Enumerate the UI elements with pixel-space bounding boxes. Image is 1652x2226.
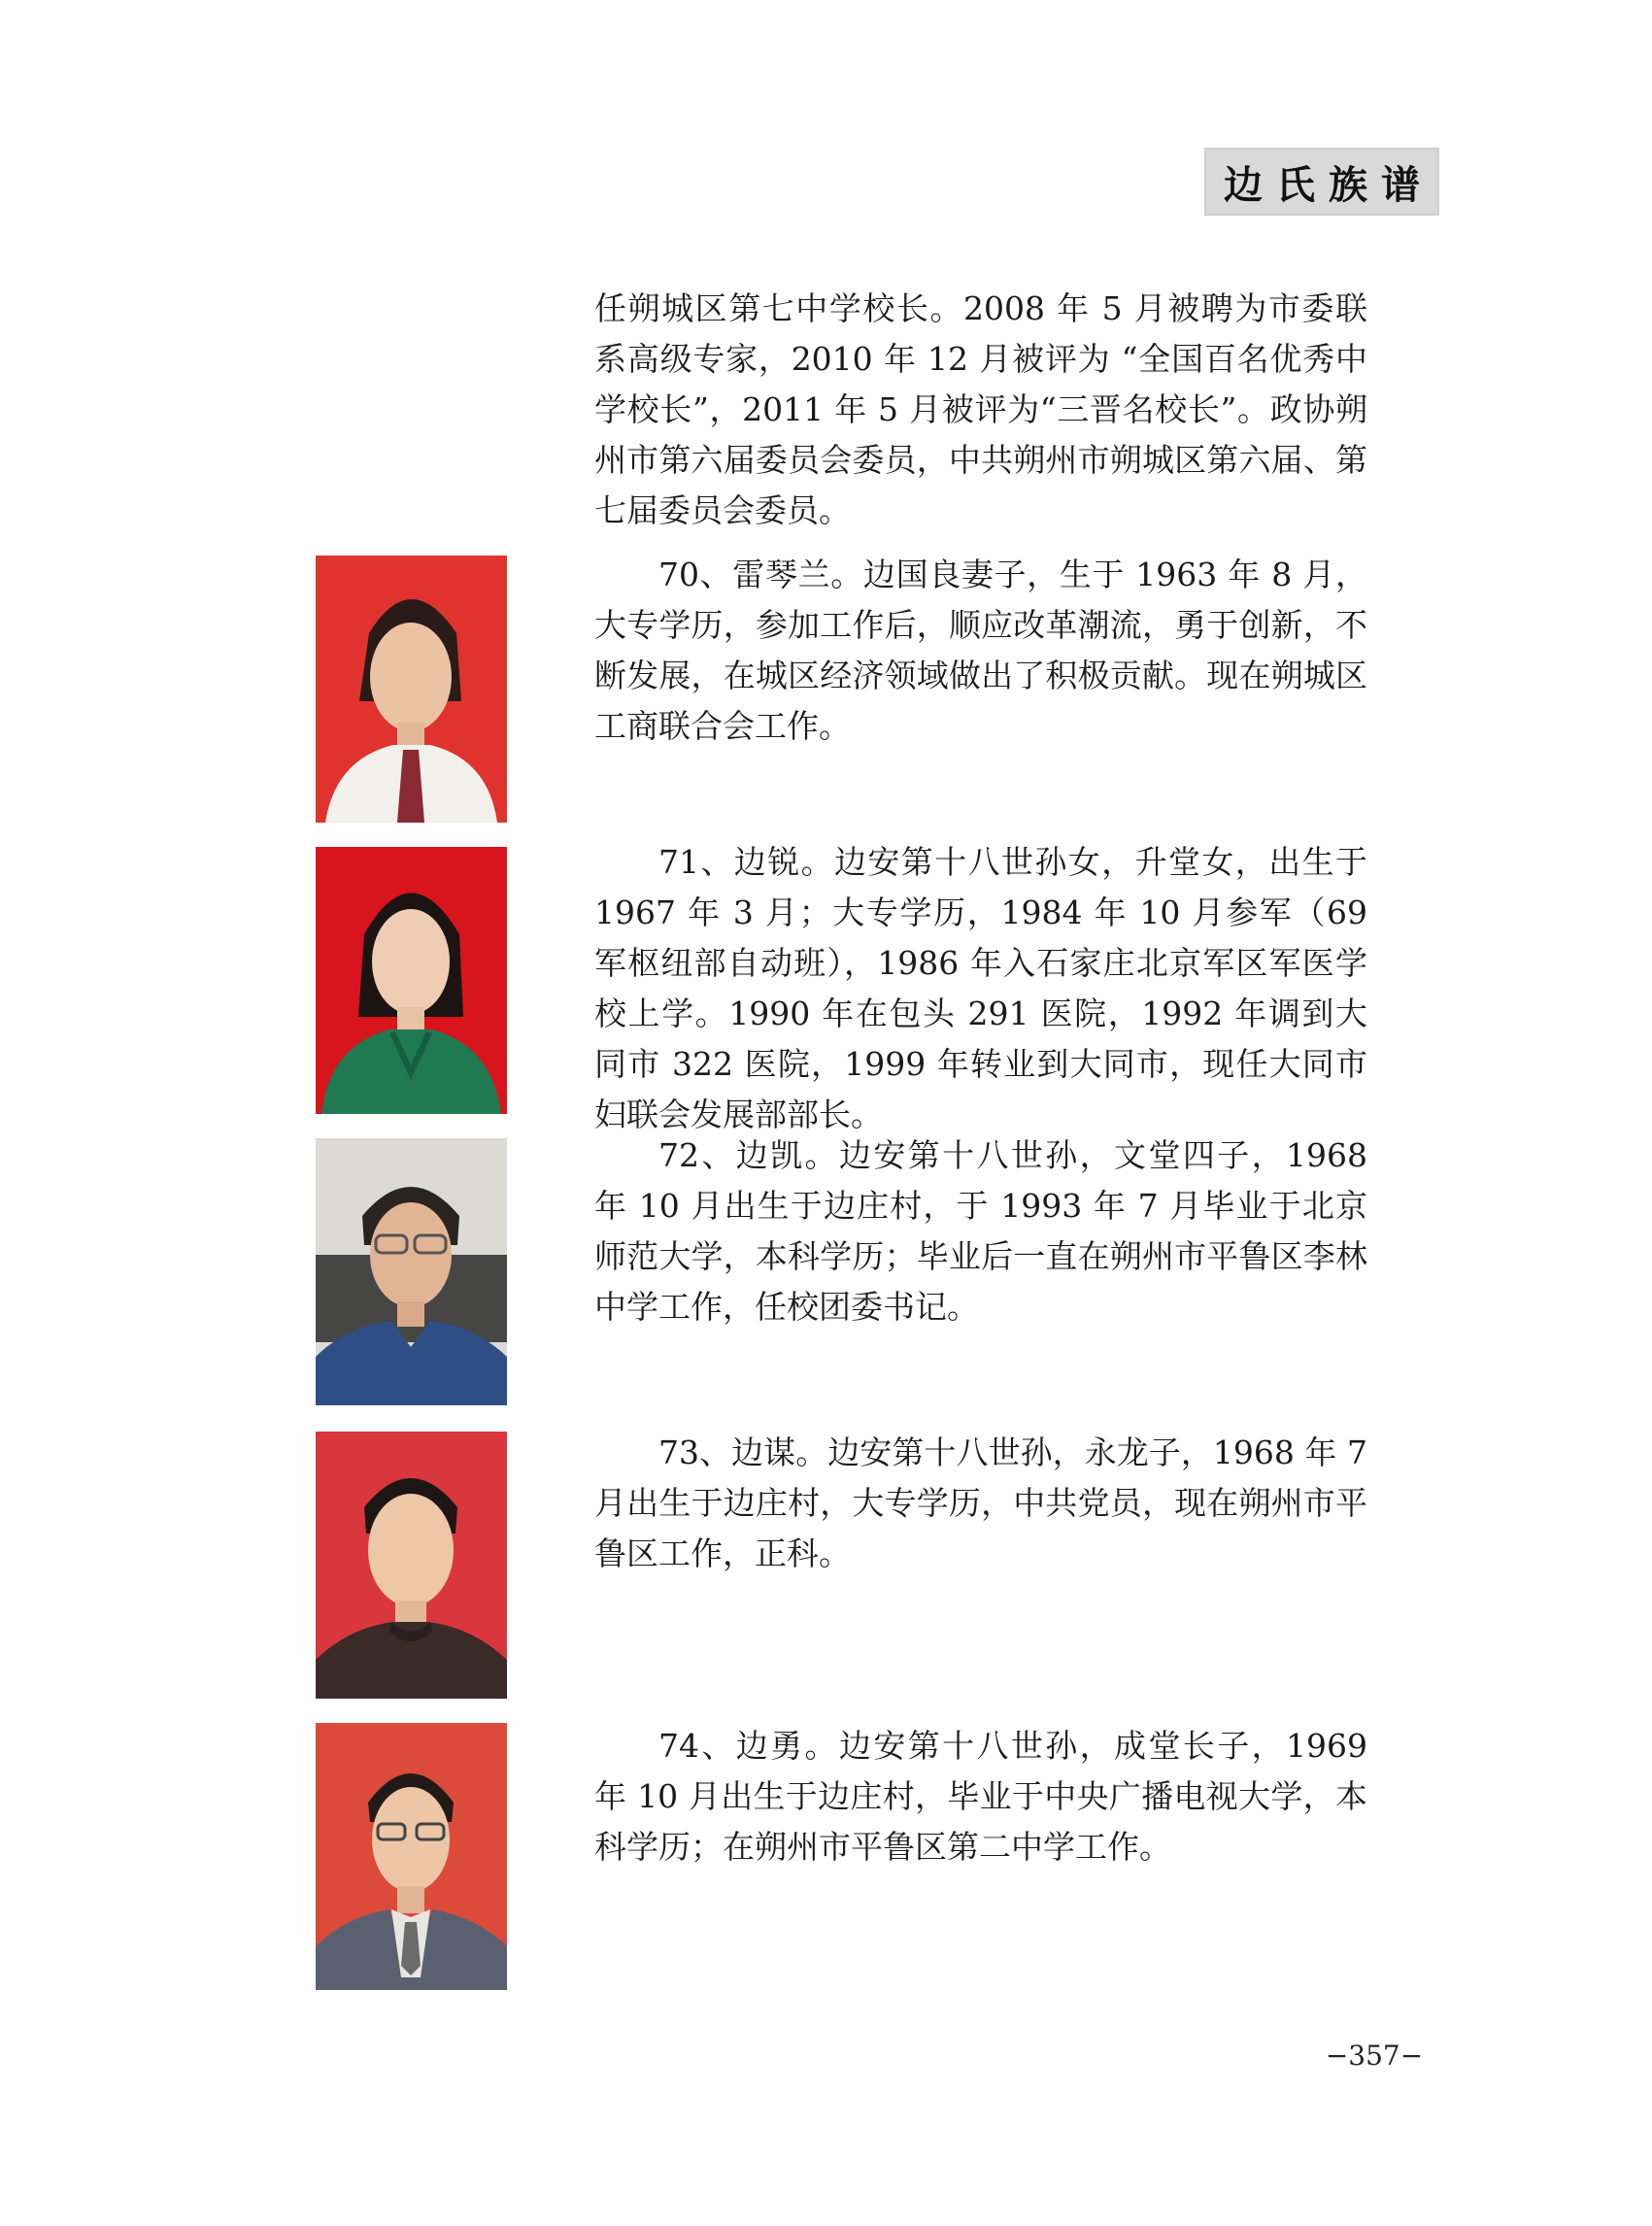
portrait-photo-73 [316, 1432, 507, 1699]
header-tab [1204, 148, 1439, 216]
portrait-photo-70 [316, 556, 507, 823]
portrait-photo-71 [316, 847, 507, 1114]
page-number: −357− [1325, 2040, 1424, 2072]
portrait-photo-72 [316, 1138, 507, 1405]
intro-paragraph: 任朔城区第七中学校长。2008 年 5 月被聘为市委联系高级专家，2010 年 12 月被评为 “全国百名优秀中学校长”，2011 年 5 月被评为“三晋名校长”。政协朔州市第六届委员会委员，中共朔州市朔城区第六届、第七届委员会委员。 [594, 289, 1367, 529]
entry-text-74: 74、边勇。边安第十八世孙，成堂长子，1969 年 10 月出生于边庄村，毕业于中央广播电视大学，本科学历；在朔州市平鲁区第二中学工作。 [594, 1727, 1367, 1866]
entry-text-73: 73、边谋。边安第十八世孙，永龙子，1968 年 7 月出生于边庄村，大专学历，中共党员，现在朔州市平鲁区工作，正科。 [594, 1433, 1367, 1572]
portrait-photo-74 [316, 1723, 507, 1990]
header-title: 边氏族谱 [1224, 161, 1433, 208]
entry-text-70: 70、雷琴兰。边国良妻子，生于 1963 年 8 月，大专学历，参加工作后，顺应改革潮流，勇于创新，不断发展，在城区经济领域做出了积极贡献。现在朔城区工商联合会工作。 [594, 556, 1367, 745]
entry-text-71: 71、边锐。边安第十八世孙女，升堂女，出生于 1967 年 3 月；大专学历，1984 年 10 月参军（69 军枢纽部自动班），1986 年入石家庄北京军区军医学校上学。1990 年在包头 291 医院，1992 年调到大同市 322 医院，1999 年转业到大同市，现任大同市妇联会发展部部长。 [594, 843, 1367, 1133]
entry-text-72: 72、边凯。边安第十八世孙，文堂四子，1968 年 10 月出生于边庄村，于 1993 年 7 月毕业于北京师范大学，本科学历；毕业后一直在朔州市平鲁区李林中学工作，任校团委书记。 [594, 1136, 1367, 1326]
